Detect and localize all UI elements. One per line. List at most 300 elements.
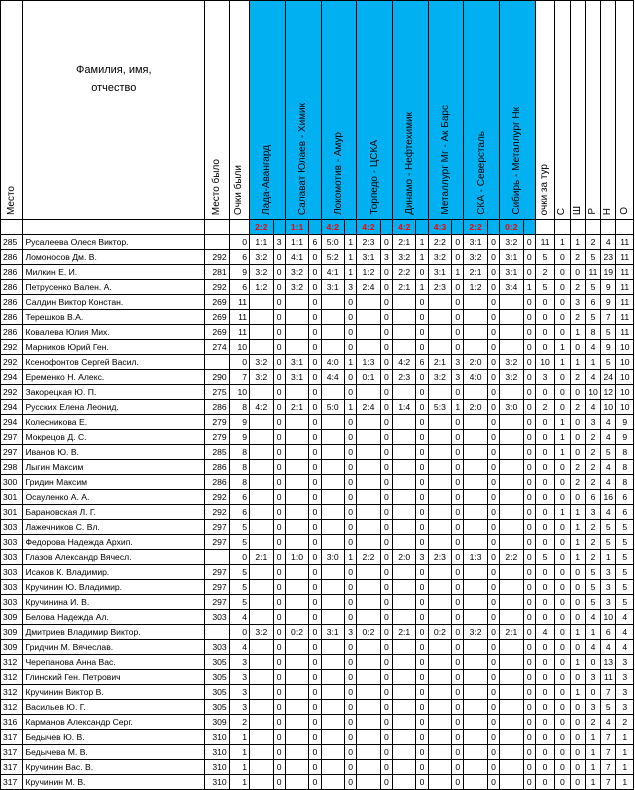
- name-cell: Марников Юрий Ген.: [23, 340, 205, 355]
- prediction-cell: [500, 430, 523, 445]
- prediction-cell: 3:2: [250, 265, 273, 280]
- prediction-cell: [357, 460, 380, 475]
- prediction-points-cell: 0: [344, 370, 356, 385]
- prediction-cell: 4:2: [250, 400, 273, 415]
- prediction-cell: [285, 520, 308, 535]
- prediction-points-cell: 0: [309, 685, 321, 700]
- o-cell: 11: [616, 250, 634, 265]
- sh-cell: 1: [570, 520, 585, 535]
- n-cell: 5: [601, 355, 616, 370]
- prediction-points-cell: 0: [487, 715, 499, 730]
- prediction-points-cell: 0: [487, 580, 499, 595]
- n-cell: 24: [601, 370, 616, 385]
- prediction-cell: 3:1: [357, 250, 380, 265]
- prediction-cell: [500, 325, 523, 340]
- place-header: Место: [1, 1, 23, 220]
- name-cell: Ксенофонтов Сергей Васил.: [23, 355, 205, 370]
- prediction-points-cell: 0: [487, 445, 499, 460]
- prediction-cell: [428, 775, 451, 790]
- sh-cell: 1: [570, 685, 585, 700]
- o-cell: 6: [616, 490, 634, 505]
- n-cell: 7: [601, 760, 616, 775]
- prediction-cell: [464, 775, 487, 790]
- prediction-cell: [392, 775, 415, 790]
- sh-cell: 0: [570, 430, 585, 445]
- n-cell: 4: [601, 505, 616, 520]
- prev-points-cell: 11: [229, 295, 249, 310]
- prev-place-cell: 285: [205, 445, 230, 460]
- tour-points-cell: 0: [535, 700, 554, 715]
- prediction-points-cell: 6: [309, 235, 321, 250]
- prediction-points-cell: 0: [523, 445, 535, 460]
- prediction-cell: [321, 325, 344, 340]
- name-cell: Гридин Максим: [23, 475, 205, 490]
- r-cell: 6: [585, 295, 600, 310]
- n-cell: 5: [601, 535, 616, 550]
- prediction-cell: [464, 415, 487, 430]
- results-blank: [555, 220, 570, 235]
- prediction-cell: [464, 655, 487, 670]
- prediction-cell: [357, 445, 380, 460]
- prediction-cell: [250, 535, 273, 550]
- o-cell: 3: [616, 685, 634, 700]
- prediction-points-cell: 0: [380, 265, 392, 280]
- prediction-points-cell: 0: [452, 640, 464, 655]
- name-cell: Гридчин М. Вячеслав.: [23, 640, 205, 655]
- prediction-cell: [285, 610, 308, 625]
- prev-place-cell: 305: [205, 670, 230, 685]
- sh-cell: 1: [570, 550, 585, 565]
- prediction-cell: [428, 580, 451, 595]
- prediction-cell: [285, 490, 308, 505]
- prediction-points-cell: 0: [523, 715, 535, 730]
- prediction-cell: [464, 445, 487, 460]
- prediction-cell: [464, 310, 487, 325]
- prediction-points-cell: 0: [309, 730, 321, 745]
- o-cell: 1: [616, 730, 634, 745]
- header-row: [1, 1, 634, 220]
- prev-points-cell: 10: [229, 385, 249, 400]
- prev-points-header: Очки были: [229, 1, 249, 220]
- prediction-cell: [250, 595, 273, 610]
- prediction-points-cell: 0: [416, 535, 428, 550]
- prediction-points-cell: 0: [380, 595, 392, 610]
- prediction-points-cell: 0: [452, 730, 464, 745]
- c-cell: 0: [555, 400, 570, 415]
- prediction-points-cell: 0: [523, 340, 535, 355]
- prediction-points-cell: 0: [487, 280, 499, 295]
- n-cell: 10: [601, 400, 616, 415]
- prediction-points-cell: 0: [380, 430, 392, 445]
- prev-points-cell: 6: [229, 250, 249, 265]
- c-cell: 0: [555, 550, 570, 565]
- prediction-points-cell: 0: [452, 580, 464, 595]
- prediction-cell: [392, 295, 415, 310]
- prediction-cell: [500, 445, 523, 460]
- o-cell: 10: [616, 385, 634, 400]
- prediction-cell: [500, 745, 523, 760]
- prediction-cell: [500, 415, 523, 430]
- match-result: 4:3: [428, 220, 451, 235]
- c-cell: 1: [555, 430, 570, 445]
- prediction-cell: [250, 430, 273, 445]
- prev-place-cell: 303: [205, 640, 230, 655]
- tour-points-cell: 5: [535, 550, 554, 565]
- prediction-points-cell: 0: [487, 355, 499, 370]
- prediction-cell: [392, 505, 415, 520]
- place-cell: 303: [1, 580, 23, 595]
- name-cell: Кручинин Вас. В.: [23, 760, 205, 775]
- prediction-cell: 2:1: [392, 280, 415, 295]
- prediction-points-cell: 0: [273, 250, 285, 265]
- place-cell: 301: [1, 490, 23, 505]
- c-cell: 1: [555, 445, 570, 460]
- prediction-points-cell: 0: [344, 385, 356, 400]
- prediction-cell: [500, 760, 523, 775]
- o-cell: 9: [616, 415, 634, 430]
- name-cell: Карманов Александр Серг.: [23, 715, 205, 730]
- prediction-points-cell: 0: [380, 280, 392, 295]
- prev-place-cell: 292: [205, 250, 230, 265]
- prediction-points-cell: 0: [523, 775, 535, 790]
- name-cell: Барановская Л. Г.: [23, 505, 205, 520]
- prediction-points-cell: 0: [344, 430, 356, 445]
- place-cell: 312: [1, 655, 23, 670]
- prediction-points-cell: 0: [380, 670, 392, 685]
- prediction-points-cell: 0: [344, 520, 356, 535]
- prediction-points-cell: 0: [487, 265, 499, 280]
- prediction-cell: [357, 385, 380, 400]
- o-cell: 2: [616, 715, 634, 730]
- prediction-points-cell: 0: [380, 610, 392, 625]
- r-cell: 3: [585, 505, 600, 520]
- prev-points-cell: 9: [229, 430, 249, 445]
- table-row: [1, 775, 634, 790]
- place-cell: 285: [1, 235, 23, 250]
- prediction-cell: [500, 730, 523, 745]
- prediction-cell: 2:1: [464, 265, 487, 280]
- o-cell: 8: [616, 445, 634, 460]
- prediction-cell: [464, 295, 487, 310]
- sh-cell: 0: [570, 385, 585, 400]
- name-cell: Русалеева Олеся Виктор.: [23, 235, 205, 250]
- prev-place-cell: 303: [205, 610, 230, 625]
- prediction-points-cell: 0: [452, 715, 464, 730]
- o-cell: 1: [616, 760, 634, 775]
- sh-cell: 2: [570, 250, 585, 265]
- prediction-points-cell: 0: [273, 655, 285, 670]
- c-cell: 0: [555, 535, 570, 550]
- n-cell: 7: [601, 730, 616, 745]
- prediction-cell: 3:1: [500, 265, 523, 280]
- o-cell: 11: [616, 295, 634, 310]
- prev-place-cell: 292: [205, 490, 230, 505]
- results-row: [1, 220, 634, 235]
- prediction-points-cell: 0: [380, 535, 392, 550]
- sh-cell: 0: [570, 700, 585, 715]
- prediction-cell: [285, 535, 308, 550]
- c-cell: 0: [555, 685, 570, 700]
- prediction-cell: [392, 520, 415, 535]
- prediction-points-cell: 0: [380, 745, 392, 760]
- prediction-cell: 3:2: [464, 250, 487, 265]
- prediction-points-cell: 0: [523, 565, 535, 580]
- c-cell: 0: [555, 595, 570, 610]
- c-cell: 0: [555, 325, 570, 340]
- prediction-points-cell: 0: [273, 355, 285, 370]
- r-cell: 4: [585, 640, 600, 655]
- prediction-cell: [500, 655, 523, 670]
- r-cell: 11: [585, 265, 600, 280]
- name-cell: Федорова Надежда Архип.: [23, 535, 205, 550]
- prediction-points-cell: 0: [344, 340, 356, 355]
- prediction-cell: [285, 655, 308, 670]
- o-header: О: [616, 1, 634, 220]
- prediction-points-cell: 0: [416, 520, 428, 535]
- prev-points-cell: 1: [229, 730, 249, 745]
- place-cell: 294: [1, 370, 23, 385]
- prediction-cell: [464, 520, 487, 535]
- prediction-points-cell: 0: [380, 460, 392, 475]
- prediction-points-cell: 0: [273, 535, 285, 550]
- prediction-points-cell: 0: [452, 550, 464, 565]
- o-cell: 10: [616, 400, 634, 415]
- prediction-cell: [321, 610, 344, 625]
- prediction-points-cell: 0: [273, 295, 285, 310]
- prediction-points-cell: 0: [452, 325, 464, 340]
- prediction-points-cell: 0: [273, 265, 285, 280]
- prev-place-cell: 305: [205, 700, 230, 715]
- prediction-cell: [428, 700, 451, 715]
- c-cell: 0: [555, 715, 570, 730]
- prediction-cell: [464, 700, 487, 715]
- place-cell: 294: [1, 415, 23, 430]
- prediction-points-cell: 0: [273, 595, 285, 610]
- prediction-cell: 2:0: [392, 550, 415, 565]
- prev-points-cell: 1: [229, 775, 249, 790]
- tour-points-cell: 0: [535, 685, 554, 700]
- prediction-points-cell: 0: [523, 295, 535, 310]
- prediction-cell: 2:3: [392, 370, 415, 385]
- prediction-cell: [428, 685, 451, 700]
- prediction-cell: [464, 460, 487, 475]
- table-row: [1, 655, 634, 670]
- c-cell: 0: [555, 700, 570, 715]
- prediction-cell: [464, 595, 487, 610]
- prediction-points-cell: 0: [452, 460, 464, 475]
- prediction-cell: 2:4: [357, 400, 380, 415]
- prediction-points-cell: 0: [273, 445, 285, 460]
- prediction-points-cell: 0: [344, 325, 356, 340]
- prediction-points-cell: 0: [309, 745, 321, 760]
- prediction-points-cell: 1: [416, 280, 428, 295]
- o-cell: 1: [616, 775, 634, 790]
- place-cell: 317: [1, 745, 23, 760]
- prediction-points-cell: 0: [416, 490, 428, 505]
- prediction-cell: [321, 775, 344, 790]
- prediction-points-cell: 0: [523, 625, 535, 640]
- prediction-points-cell: 0: [344, 565, 356, 580]
- tour-points-cell: 0: [535, 730, 554, 745]
- prediction-cell: [500, 775, 523, 790]
- prediction-cell: 3:2: [500, 355, 523, 370]
- prediction-points-cell: 0: [309, 535, 321, 550]
- prediction-points-cell: 0: [523, 250, 535, 265]
- name-cell: Милкин Е. И.: [23, 265, 205, 280]
- prediction-points-cell: 0: [309, 475, 321, 490]
- sh-cell: 2: [570, 280, 585, 295]
- table-row: [1, 385, 634, 400]
- prediction-cell: [428, 490, 451, 505]
- place-cell: 303: [1, 535, 23, 550]
- results-blank: [1, 220, 23, 235]
- prediction-cell: 2:2: [392, 265, 415, 280]
- sh-cell: 0: [570, 340, 585, 355]
- place-cell: 298: [1, 460, 23, 475]
- r-cell: 1: [585, 355, 600, 370]
- prediction-cell: [321, 520, 344, 535]
- r-cell: 10: [585, 385, 600, 400]
- prediction-cell: [285, 385, 308, 400]
- table-row: [1, 460, 634, 475]
- n-cell: 10: [601, 610, 616, 625]
- table-row: [1, 685, 634, 700]
- prediction-cell: [428, 520, 451, 535]
- r-cell: 4: [585, 340, 600, 355]
- prediction-cell: [428, 715, 451, 730]
- r-cell: 0: [585, 685, 600, 700]
- table-row: [1, 250, 634, 265]
- c-cell: 0: [555, 745, 570, 760]
- prediction-cell: [250, 580, 273, 595]
- prev-points-cell: 6: [229, 280, 249, 295]
- r-cell: 2: [585, 430, 600, 445]
- prediction-cell: [392, 745, 415, 760]
- tour-points-cell: 4: [535, 625, 554, 640]
- prediction-points-cell: 0: [380, 505, 392, 520]
- c-cell: 1: [555, 235, 570, 250]
- tour-points-cell: 0: [535, 610, 554, 625]
- table-row: [1, 295, 634, 310]
- prediction-cell: 2:1: [392, 625, 415, 640]
- prediction-points-cell: 0: [452, 535, 464, 550]
- prediction-cell: [500, 340, 523, 355]
- c-cell: 0: [555, 670, 570, 685]
- prediction-cell: [357, 670, 380, 685]
- prediction-cell: 3:2: [250, 355, 273, 370]
- prediction-cell: [392, 700, 415, 715]
- prediction-points-cell: 0: [309, 595, 321, 610]
- prediction-points-cell: 0: [309, 370, 321, 385]
- table-row: [1, 760, 634, 775]
- prediction-cell: [285, 505, 308, 520]
- place-cell: 301: [1, 505, 23, 520]
- prediction-cell: [285, 310, 308, 325]
- prediction-points-cell: 0: [380, 325, 392, 340]
- o-cell: 10: [616, 370, 634, 385]
- table-row: [1, 640, 634, 655]
- prediction-points-cell: 0: [309, 310, 321, 325]
- prediction-cell: [392, 610, 415, 625]
- prediction-points-cell: 0: [380, 415, 392, 430]
- r-cell: 2: [585, 445, 600, 460]
- prev-place-cell: 269: [205, 295, 230, 310]
- prediction-cell: 3:0: [500, 400, 523, 415]
- prediction-cell: [357, 340, 380, 355]
- prediction-points-cell: 0: [273, 505, 285, 520]
- prediction-cell: [464, 430, 487, 445]
- prediction-points-cell: 0: [487, 565, 499, 580]
- n-cell: 9: [601, 295, 616, 310]
- place-cell: 316: [1, 715, 23, 730]
- name-cell: Терешков В.А.: [23, 310, 205, 325]
- prediction-cell: [285, 415, 308, 430]
- tour-points-cell: 0: [535, 430, 554, 445]
- place-cell: 292: [1, 340, 23, 355]
- prediction-cell: [464, 505, 487, 520]
- prediction-cell: 1:1: [285, 235, 308, 250]
- prediction-points-cell: 0: [309, 775, 321, 790]
- prediction-points-cell: 0: [273, 460, 285, 475]
- prediction-cell: [285, 730, 308, 745]
- name-cell: Кручинина И. В.: [23, 595, 205, 610]
- prediction-cell: [321, 685, 344, 700]
- table-row: [1, 355, 634, 370]
- r-cell: 2: [585, 715, 600, 730]
- prediction-points-cell: 0: [452, 625, 464, 640]
- c-cell: 0: [555, 520, 570, 535]
- prediction-cell: 3:2: [392, 250, 415, 265]
- prediction-cell: 5:2: [321, 250, 344, 265]
- prediction-points-cell: 0: [523, 235, 535, 250]
- n-cell: 5: [601, 700, 616, 715]
- place-cell: 292: [1, 355, 23, 370]
- prediction-points-cell: 0: [416, 760, 428, 775]
- prediction-cell: 2:1: [250, 550, 273, 565]
- n-cell: 4: [601, 640, 616, 655]
- prediction-points-cell: 0: [416, 400, 428, 415]
- prediction-cell: [428, 415, 451, 430]
- prediction-cell: [428, 460, 451, 475]
- o-cell: 9: [616, 430, 634, 445]
- place-cell: 312: [1, 700, 23, 715]
- prediction-points-cell: 0: [380, 715, 392, 730]
- table-row: [1, 505, 634, 520]
- prediction-points-cell: 0: [344, 670, 356, 685]
- prev-place-cell: 290: [205, 370, 230, 385]
- prediction-cell: [464, 610, 487, 625]
- o-cell: 4: [616, 610, 634, 625]
- prediction-cell: 1:3: [357, 355, 380, 370]
- tour-points-cell: 0: [535, 445, 554, 460]
- place-cell: 300: [1, 475, 23, 490]
- prediction-points-cell: 0: [309, 325, 321, 340]
- tour-points-cell: 0: [535, 385, 554, 400]
- c-cell: 0: [555, 610, 570, 625]
- prediction-cell: [392, 595, 415, 610]
- prediction-cell: 2:3: [357, 235, 380, 250]
- prediction-points-cell: 0: [344, 310, 356, 325]
- prediction-points-cell: 0: [416, 475, 428, 490]
- prev-points-cell: 9: [229, 415, 249, 430]
- prev-place-cell: [205, 625, 230, 640]
- prediction-points-cell: 0: [452, 385, 464, 400]
- prediction-cell: 0:2: [428, 625, 451, 640]
- place-cell: 317: [1, 760, 23, 775]
- prediction-cell: 3:2: [428, 370, 451, 385]
- prediction-cell: [392, 460, 415, 475]
- prediction-cell: [321, 415, 344, 430]
